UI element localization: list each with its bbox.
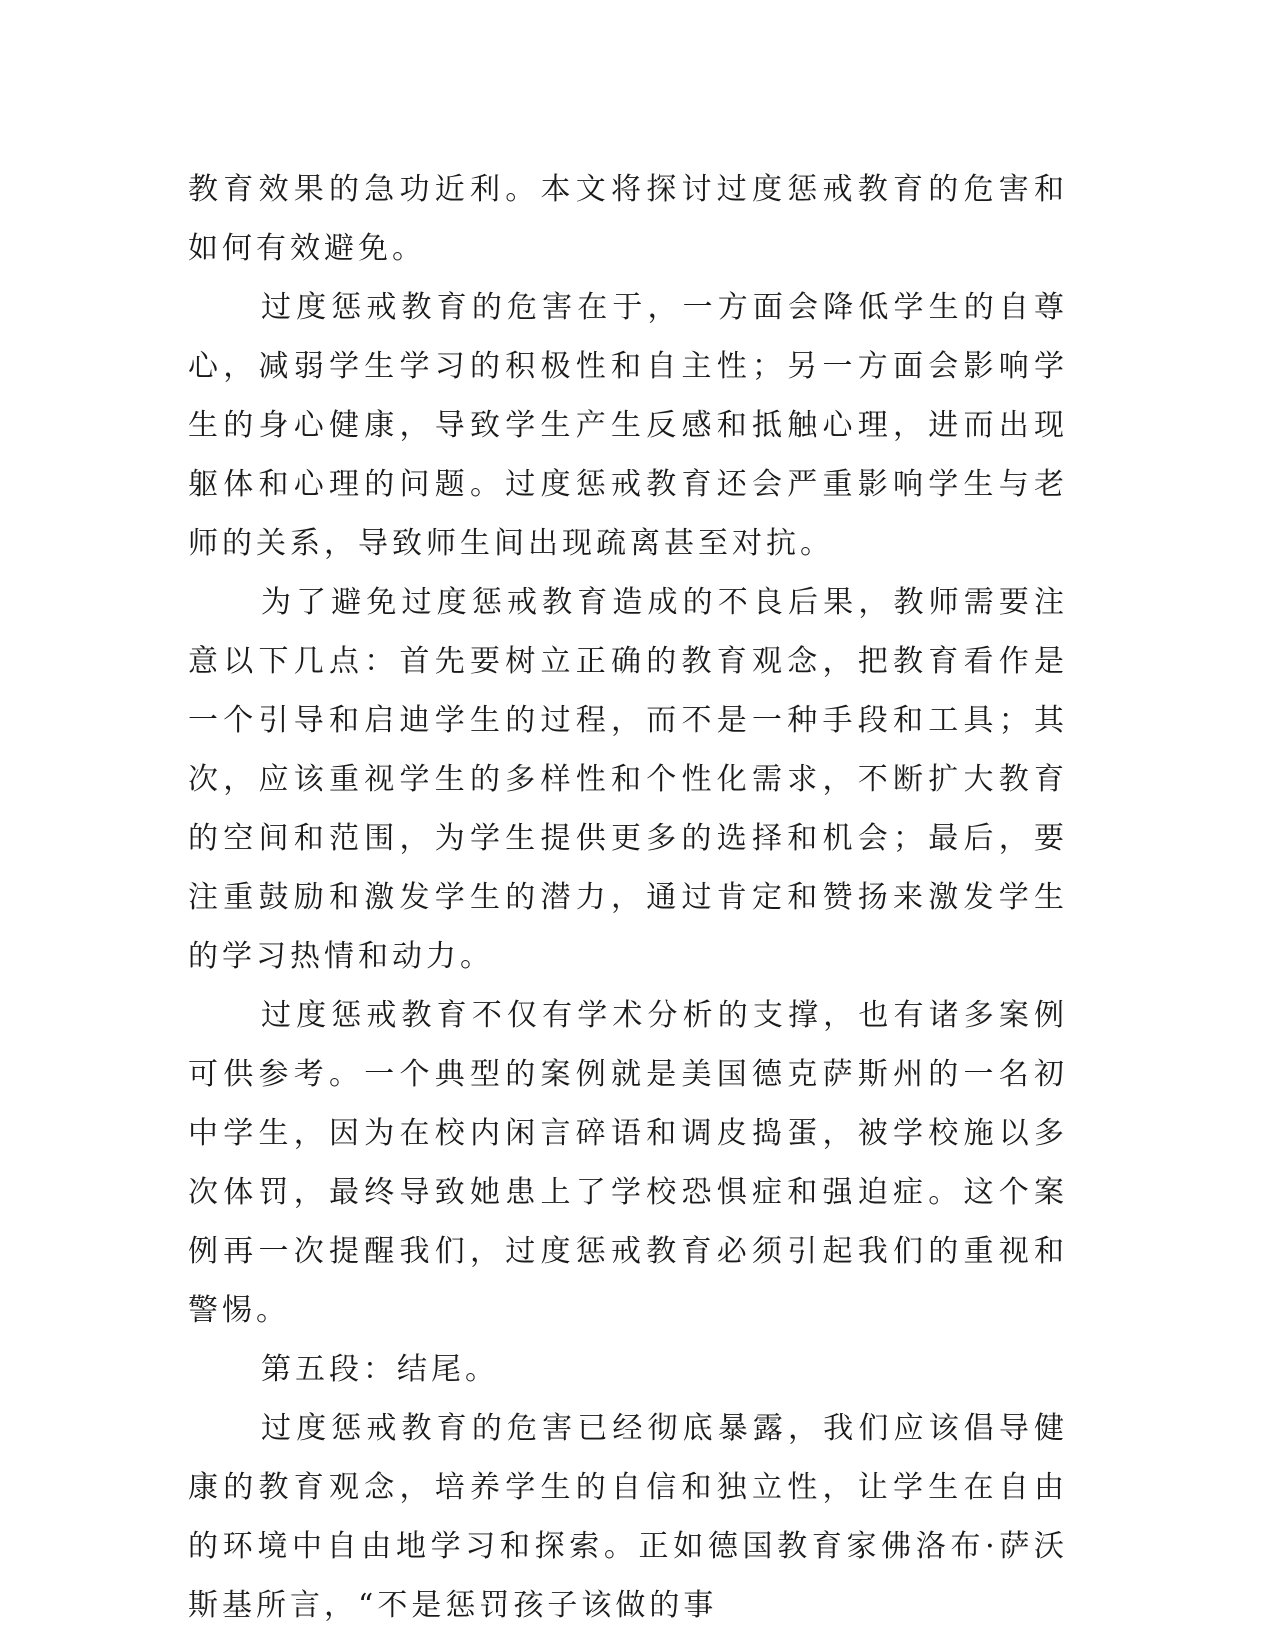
paragraph-continuation: 教育效果的急功近利。本文将探讨过度惩戒教育的危害和如何有效避免。 [188, 172, 1068, 266]
paragraph-avoidance: 为了避免过度惩戒教育造成的不良后果，教师需要注意以下几点：首先要树立正确的教育观念，把教育看作是一个引导和启迪学生的过程，而不是一种手段和工具；其次，应该重视学生的多样性和个性化需求，不断扩大教育的空间和范围，为学生提供更多的选择和机会；最后，要注重鼓励和激发学生的潜力，通过肯定和赞扬来激发学生的学习热情和动力。 [188, 585, 1068, 974]
section-heading-conclusion: 第五段：结尾。 [261, 1352, 499, 1387]
paragraph-conclusion: 过度惩戒教育的危害已经彻底暴露，我们应该倡导健康的教育观念，培养学生的自信和独立性，让学生在自由的环境中自由地学习和探索。正如德国教育家佛洛布·萨沃斯基所言，“不是惩罚孩子该做的事 [188, 1411, 1068, 1623]
body-text [188, 160, 1068, 1635]
paragraph-case-study: 过度惩戒教育不仅有学术分析的支撑，也有诸多案例可供参考。一个典型的案例就是美国德克萨斯州的一名初中学生，因为在校内闲言碎语和调皮捣蛋，被学校施以多次体罚，最终导致她患上了学校恐惧症和强迫症。这个案例再一次提醒我们，过度惩戒教育必须引起我们的重视和警惕。 [188, 998, 1068, 1328]
paragraph-harms: 过度惩戒教育的危害在于，一方面会降低学生的自尊心，减弱学生学习的积极性和自主性；另一方面会影响学生的身心健康，导致学生产生反感和抵触心理，进而出现躯体和心理的问题。过度惩戒教育还会严重影响学生与老师的关系，导致师生间出现疏离甚至对抗。 [188, 290, 1068, 561]
